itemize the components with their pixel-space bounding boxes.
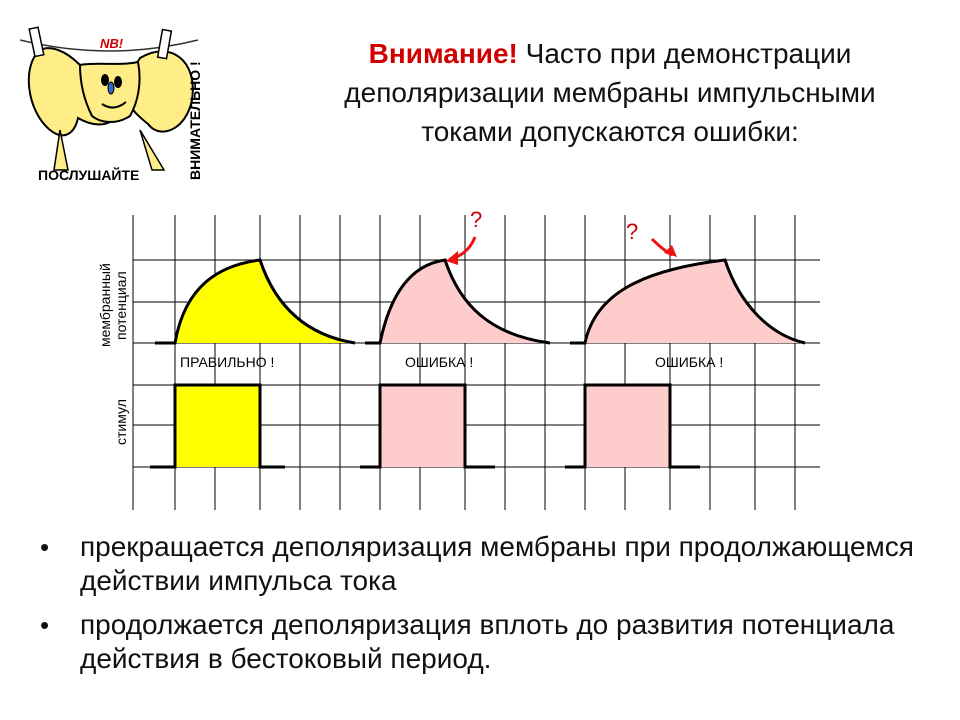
bullet-dot-icon: • <box>40 610 50 640</box>
bullet-item: • продолжается деполяризация вплоть до развития потенциала действия в бестоковый период. <box>40 609 895 674</box>
nb-text: NB! <box>100 36 124 51</box>
label-error-2: ОШИБКА ! <box>655 354 724 370</box>
ear-mascot-illustration <box>20 20 210 185</box>
stimulus-pulse-correct <box>175 385 260 467</box>
question-mark-1: ? <box>470 207 483 232</box>
title-emphasis: Внимание! <box>368 38 518 69</box>
panel-error-2 <box>565 219 805 467</box>
listen-text: ПОСЛУШАЙТЕ <box>38 167 140 183</box>
ylabel-stimulus: стимул <box>113 399 129 445</box>
slide-title <box>330 34 890 151</box>
bullet-dot-icon: • <box>40 532 50 562</box>
question-mark-2: ? <box>626 219 639 244</box>
attention-text: ВНИМАТЕЛЬНО ! <box>187 61 203 180</box>
bullet-item: • прекращается деполяризация мембраны при продолжающемся действии импульса тока <box>40 531 914 596</box>
stimulus-pulse-error-1 <box>380 385 465 467</box>
bullet-list <box>40 530 920 686</box>
panel-correct <box>150 260 355 467</box>
ylabel-membrane-line2: потенциал <box>113 271 129 340</box>
depolarization-diagram <box>80 195 840 520</box>
label-correct: ПРАВИЛЬНО ! <box>180 354 275 370</box>
stimulus-pulse-error-2 <box>585 385 670 467</box>
panel-error-1 <box>360 207 550 467</box>
ylabel-membrane-line1: мембранный <box>97 263 113 347</box>
label-error-1: ОШИБКА ! <box>405 354 474 370</box>
title-text: Часто при демонстрации деполяризации мембраны импульсными токами допускаются ошибки: <box>344 38 876 147</box>
